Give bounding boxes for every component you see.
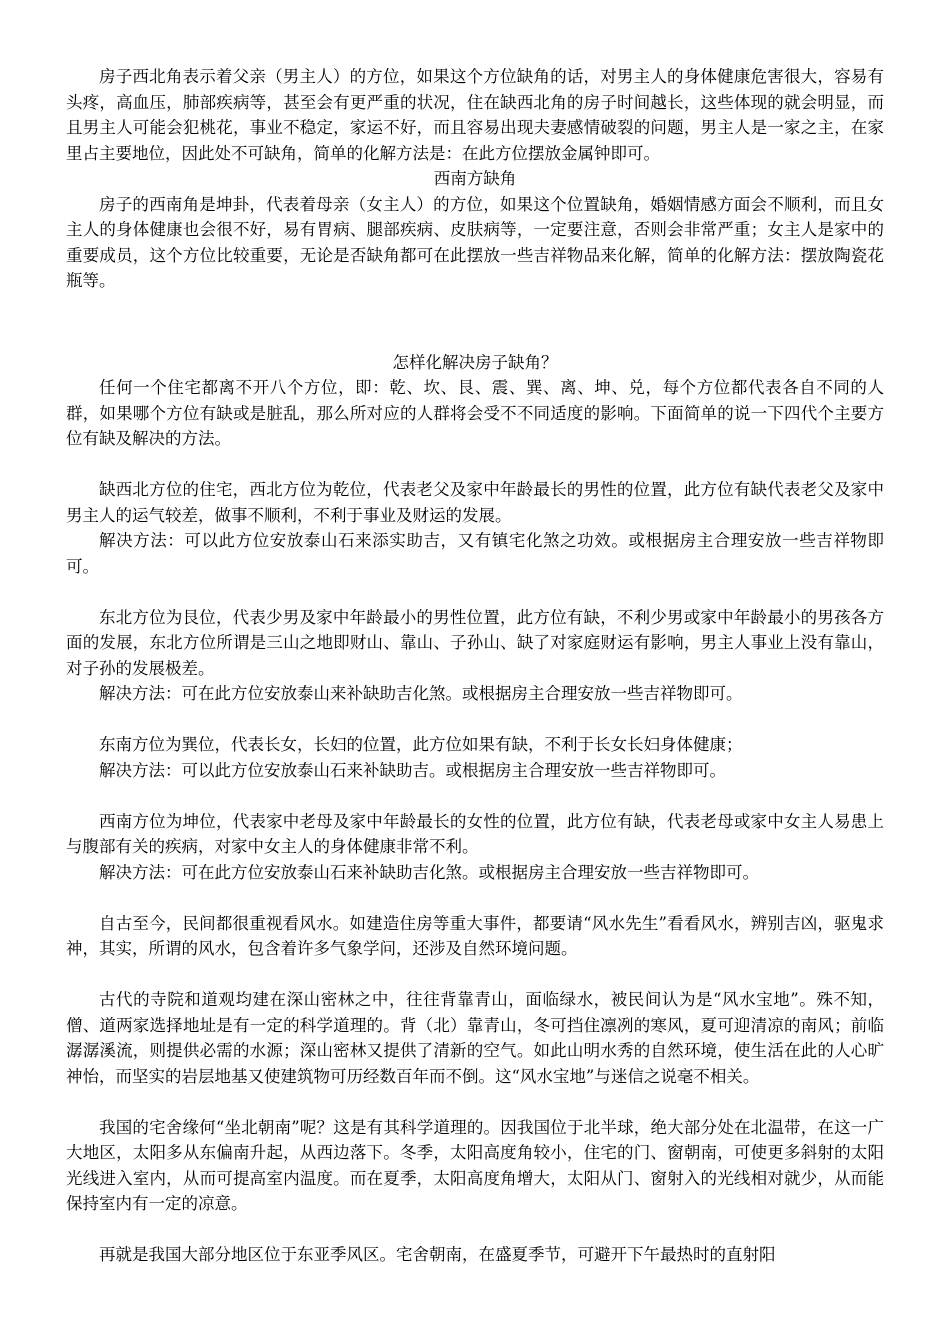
paragraph-northeast-missing: 东北方位为艮位，代表少男及家中年龄最小的男性位置，此方位有缺，不利少男或家中年龄最小的男孩各方面的发展，东北方位所谓是三山之地即财山、靠山、子孙山、缺了对家庭财运有影响，男主人事业上没有靠山，对子孙的发展极差。 <box>66 607 884 678</box>
paragraph-northeast-solution: 解决方法：可在此方位安放泰山来补缺助吉化煞。或根据房主合理安放一些吉祥物即可。 <box>99 684 743 703</box>
paragraph-southwest-missing: 西南方位为坤位，代表家中老母及家中年龄最长的女性的位置，此方位有缺，代表老母或家中女主人易患上与腹部有关的疾病，对家中女主人的身体健康非常不利。 <box>66 811 884 856</box>
paragraph-northwest-corner: 房子西北角表示着父亲（男主人）的方位，如果这个方位缺角的话，对男主人的身体健康危害很大，容易有头疼，高血压，肺部疾病等，甚至会有更严重的状况，住在缺西北角的房子时间越长，这些体现的就会明显，而且男主人可能会犯桃花，事业不稳定，家运不好，而且容易出现夫妻感情破裂的问题，男主人是一家之主，在家里占主要地位，因此处不可缺角，简单的化解方法是：在此方位摆放金属钟即可。 <box>66 67 884 163</box>
paragraph-facing-south: 我国的宅舍缘何“坐北朝南”呢？这是有其科学道理的。因我国位于北半球，绝大部分处在北温带，在这一广大地区，太阳多从东偏南升起，从西边落下。冬季，太阳高度角较小，住宅的门、窗朝南，可使更多斜射的太阳光线进入室内，从而可提高室内温度。而在夏季，太阳高度角增大，太阳从门、窗射入的光线相对就少，从而能保持室内有一定的凉意。 <box>66 1117 884 1213</box>
paragraph-northwest-missing: 缺西北方位的住宅，西北方位为乾位，代表老父及家中年龄最长的男性的位置，此方位有缺代表老父及家中男主人的运气较差，做事不顺利，不利于事业及财运的发展。 <box>66 480 884 525</box>
paragraph-fengshui-tradition: 自古至今，民间都很重视看风水。如建造住房等重大事件，都要请“风水先生”看看风水，辨别吉凶，驱鬼求神，其实，所谓的风水，包含着许多气象学问，还涉及自然环境问题。 <box>66 913 884 958</box>
heading-southwest-missing-corner: 西南方缺角 <box>433 169 517 188</box>
paragraph-monsoon: 再就是我国大部分地区位于东亚季风区。宅舍朝南，在盛夏季节，可避开下午最热时的直射阳 <box>99 1245 776 1264</box>
paragraph-southeast-missing: 东南方位为巽位，代表长女，长妇的位置，此方位如果有缺，不利于长女长妇身体健康； <box>99 735 743 754</box>
document-body <box>66 64 884 1268</box>
paragraph-southeast-solution: 解决方法：可以此方位安放泰山石来补缺助吉。或根据房主合理安放一些吉祥物即可。 <box>99 760 726 780</box>
paragraph-eight-directions: 任何一个住宅都离不开八个方位，即：乾、坎、艮、震、巽、离、坤、兑，每个方位都代表各自不同的人群，如果哪个方位有缺或是脏乱，那么所对应的人群将会受不不同适度的影响。下面简单的说一下四代个主要方位有缺及解决的方法。 <box>66 378 884 448</box>
paragraph-temples-location: 古代的寺院和道观均建在深山密林之中，往往背靠青山，面临绿水，被民间认为是“风水宝地”。殊不知，僧、道两家选择地址是有一定的科学道理的。背（北）靠青山，冬可挡住凛冽的寒风，夏可迎清凉的南风；前临潺潺溪流，则提供必需的水源；深山密林又提供了清新的空气。如此山明水秀的自然环境，使生活在此的人心旷神怡，而坚实的岩层地基又使建筑物可历经数百年而不倒。这“风水宝地”与迷信之说毫不相关。 <box>66 990 884 1086</box>
paragraph-southwest-corner: 房子的西南角是坤卦，代表着母亲（女主人）的方位，如果这个位置缺角，婚姻情感方面会不顺利，而且女主人的身体健康也会很不好，易有胃病、腿部疾病、皮肤病等，一定要注意，否则会非常严重；女主人是家中的重要成员，这个方位比较重要，无论是否缺角都可在此摆放一些吉祥物品来化解，简单的化解方法：摆放陶瓷花瓶等。 <box>66 194 884 290</box>
heading-how-to-resolve: 怎样化解决房子缺角？ <box>392 352 558 372</box>
paragraph-northwest-solution: 解决方法：可以此方位安放泰山石来添实助吉，又有镇宅化煞之功效。或根据房主合理安放一些吉祥物即可。 <box>66 531 884 576</box>
paragraph-southwest-solution: 解决方法：可在此方位安放泰山石来补缺助吉化煞。或根据房主合理安放一些吉祥物即可。 <box>99 862 759 882</box>
